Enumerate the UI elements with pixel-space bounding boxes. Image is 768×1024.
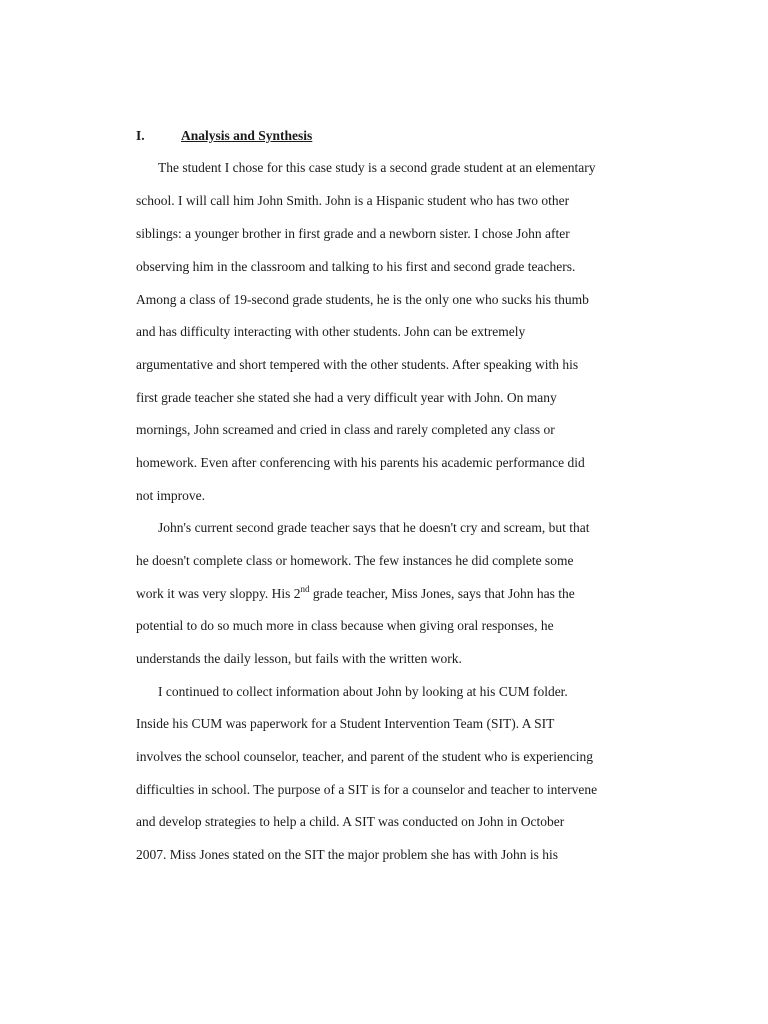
paragraph-line: John's current second grade teacher says that he doesn't cry and scream, but that (158, 520, 590, 535)
paragraph-line: potential to do so much more in class because when giving oral responses, he (136, 618, 554, 633)
ordinal-superscript: nd (300, 584, 310, 594)
paragraph-line: Among a class of 19-second grade students, he is the only one who sucks his thumb (136, 292, 589, 307)
section-number: I. (136, 128, 145, 143)
paragraph-line: observing him in the classroom and talking to his first and second grade teachers. (136, 259, 576, 274)
paragraph-line: involves the school counselor, teacher, and parent of the student who is experiencing (136, 749, 594, 764)
paragraph-line: siblings: a younger brother in first grade and a newborn sister. I chose John after (136, 226, 570, 241)
paragraph-line: school. I will call him John Smith. John is a Hispanic student who has two other (136, 193, 570, 208)
section-title: Analysis and Synthesis (181, 128, 313, 143)
paragraph-line: he doesn't complete class or homework. The few instances he did complete some (136, 553, 574, 568)
paragraph-line: 2007. Miss Jones stated on the SIT the major problem she has with John is his (136, 847, 558, 862)
line-text: grade teacher, Miss Jones, says that John has the (309, 586, 575, 601)
paragraph-line: not improve. (136, 488, 205, 503)
paragraph-line: I continued to collect information about John by looking at his CUM folder. (158, 684, 568, 699)
paragraph-line: difficulties in school. The purpose of a SIT is for a counselor and teacher to intervene (136, 782, 598, 797)
paragraph-line: and has difficulty interacting with other students. John can be extremely (136, 324, 526, 339)
paragraph-line: first grade teacher she stated she had a very difficult year with John. On many (136, 390, 557, 405)
paragraph-line: The student I chose for this case study is a second grade student at an elementary (158, 160, 596, 175)
section-heading (136, 127, 312, 145)
paragraph-line: and develop strategies to help a child. A SIT was conducted on John in October (136, 814, 565, 829)
paragraph-line: mornings, John screamed and cried in class and rarely completed any class or (136, 422, 555, 437)
paragraph-line: understands the daily lesson, but fails with the written work. (136, 651, 462, 666)
line-text: work it was very sloppy. His 2 (136, 586, 301, 601)
paragraph-line: Inside his CUM was paperwork for a Student Intervention Team (SIT). A SIT (136, 716, 555, 731)
paragraph-line: argumentative and short tempered with the other students. After speaking with his (136, 357, 579, 372)
paragraph-line (136, 585, 575, 603)
paragraph-line: homework. Even after conferencing with his parents his academic performance did (136, 455, 585, 470)
